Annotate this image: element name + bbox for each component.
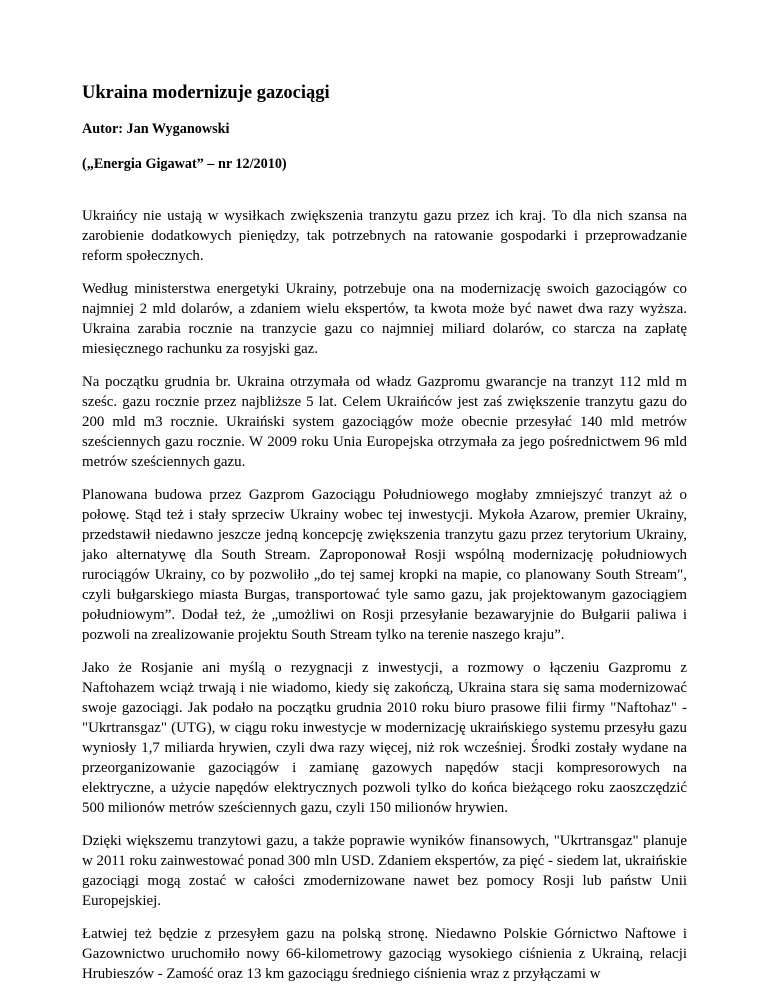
paragraph-6: Dzięki większemu tranzytowi gazu, a także poprawie wyników finansowych, "Ukrtransgaz" planuje w 2011 roku zainwestować ponad 300 mln USD. Zdaniem ekspertów, za pięć - siedem lat, ukraińskie gazociągi mogą zostać w całości zmodernizowane nawet bez pomocy Rosji lub państw Unii Europejskiej. <box>82 833 687 909</box>
paragraph-7: Łatwiej też będzie z przesyłem gazu na polską stronę. Niedawno Polskie Górnictwo Naftowe i Gazownictwo uruchomiło nowy 66-kilometrowy gazociąg wysokiego ciśnienia z Ukrainą, relacji Hrubieszów - Zamość oraz 13 km gazociągu średniego ciśnienia wraz z przyłączami w <box>82 926 687 982</box>
article-title: Ukraina modernizuje gazociągi <box>82 83 330 103</box>
paragraph-3: Na początku grudnia br. Ukraina otrzymała od władz Gazpromu gwarancje na tranzyt 112 mld m sześc. gazu rocznie przez najbliższe 5 lat. Celem Ukraińców jest zaś zwiększenie tranzytu gazu do 200 mld m3 rocznie. Ukraiński system gazociągów może obecnie przesyłać 140 mld metrów sześciennych gazu rocznie. W 2009 roku Unia Europejska otrzymała za jego pośrednictwem 96 mld metrów sześciennych gazu. <box>82 374 687 470</box>
article-source: („Energia Gigawat” – nr 12/2010) <box>82 156 287 172</box>
paragraph-1: Ukraińcy nie ustają w wysiłkach zwiększenia tranzytu gazu przez ich kraj. To dla nich szansa na zarobienie dodatkowych pieniędzy, tak potrzebnych na ratowanie gospodarki i przeprowadzanie reform społecznych. <box>82 208 687 264</box>
paragraph-2: Według ministerstwa energetyki Ukrainy, potrzebuje ona na modernizację swoich gazociągów co najmniej 2 mld dolarów, a zdaniem wielu ekspertów, ta kwota może być nawet dwa razy wyższa. Ukraina zarabia rocznie na tranzycie gazu co najmniej miliard dolarów, co starcza na zapłatę miesięcznego rachunku za rosyjski gaz. <box>82 281 687 357</box>
article-author: Autor: Jan Wyganowski <box>82 121 230 137</box>
paragraph-4: Planowana budowa przez Gazprom Gazociągu Południowego mogłaby zmniejszyć tranzyt aż o połowę. Stąd też i stały sprzeciw Ukrainy wobec tej inwestycji. Mykoła Azarow, premier Ukrainy, przedstawił niedawno jeszcze jedną koncepcję zwiększenia tranzytu gazu przez terytorium Ukrainy, jako alternatywę dla South Stream. Zaproponował Rosji wspólną modernizację południowych rurociągów Ukrainy, co by pozwoliło „do tej samej kropki na mapie, co planowany South Stream", czyli bułgarskiego miasta Burgas, transportować tyle samo gazu, jak projektowanym gazociągiem południowym”. Dodał też, że „umożliwi on Rosji przesyłanie bezawaryjnie do Bułgarii paliwa i pozwoli na zrealizowanie projektu South Stream tylko na terenie naszego kraju”. <box>82 487 687 643</box>
document-page <box>82 82 687 997</box>
paragraph-5: Jako że Rosjanie ani myślą o rezygnacji z inwestycji, a rozmowy o łączeniu Gazpromu z Naftohazem wciąż trwają i nie wiadomo, kiedy się zakończą, Ukraina stara się sama modernizować swoje gazociągi. Jak podało na początku grudnia 2010 roku biuro prasowe filii firmy "Naftohaz" - "Ukrtransgaz" (UTG), w ciągu roku inwestycje w modernizację ukraińskiego systemu przesyłu gazu wyniosły 1,7 miliarda hrywien, czyli dwa razy więcej, niż rok wcześniej. Środki zostały wydane na przeorganizowanie gazociągów i zamianę gazowych napędów stacji kompresorowych na elektryczne, a użycie napędów elektrycznych pozwoli tylko do końca bieżącego roku zaoszczędzić 500 milionów metrów sześciennych gazu, czyli 150 milionów hrywien. <box>82 660 687 816</box>
